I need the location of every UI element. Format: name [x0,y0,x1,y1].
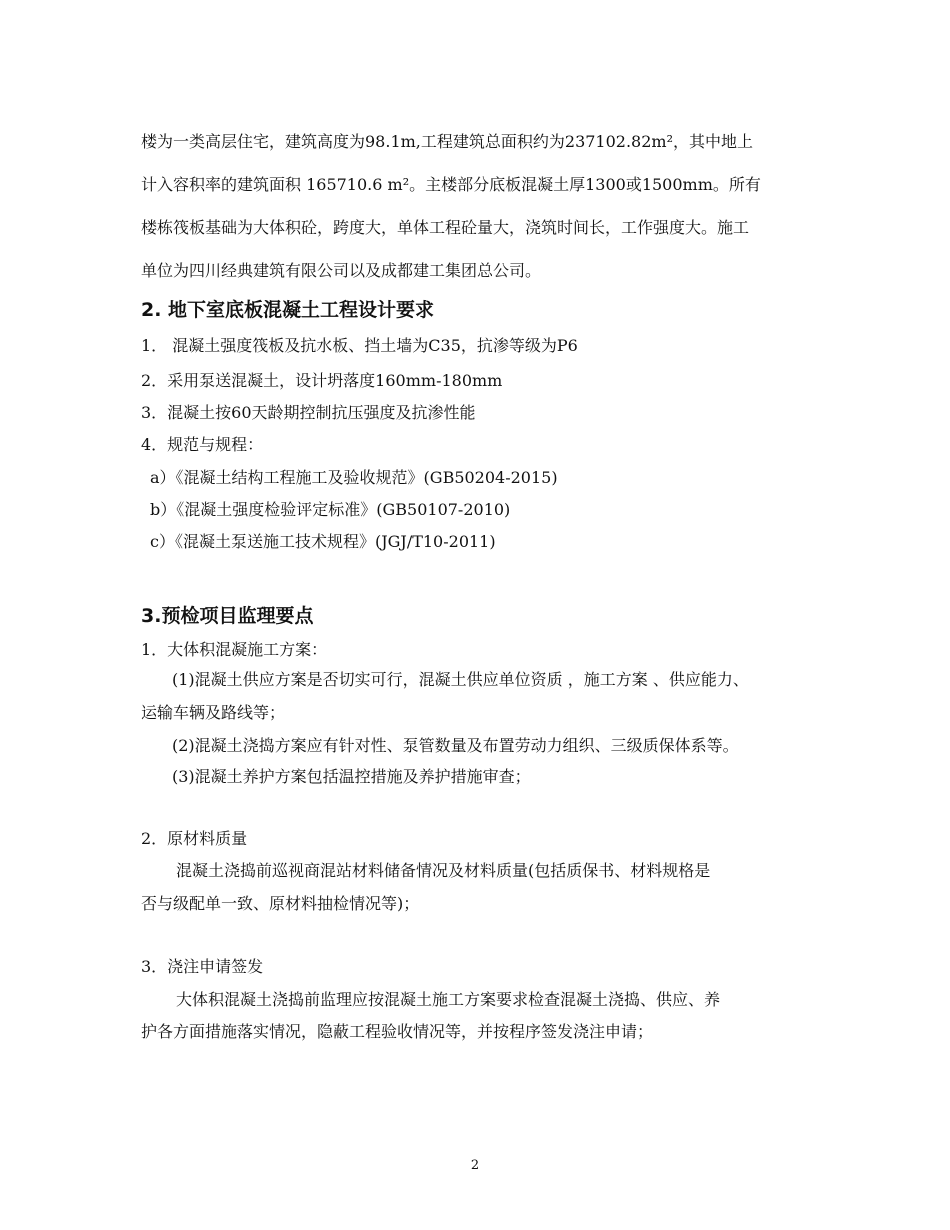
intro-line: 楼为一类高层住宅，建筑高度为98.1m,工程建筑总面积约为237102.82m²，其中地上 [141,132,753,151]
list-item: 2．采用泵送混凝土，设计坍落度160mm-180mm [141,371,503,390]
paragraph-line: (1)混凝土供应方案是否切实可行，混凝土供应单位资质 ，施工方案 、供应能力、 [172,670,749,689]
list-item: 4．规范与规程： [141,435,264,454]
paragraph-line: 护各方面措施落实情况，隐蔽工程验收情况等，并按程序签发浇注申请； [141,1022,654,1041]
paragraph-line: (2)混凝土浇捣方案应有针对性、泵管数量及布置劳动力组织、三级质保体系等。 [172,736,739,755]
subsection-title: 3．浇注申请签发 [141,957,264,976]
page-number: 2 [470,1158,480,1173]
standard-item: b）《混凝土强度检验评定标准》(GB50107-2010) [150,500,511,519]
list-item: 3．混凝土按60天龄期控制抗压强度及抗渗性能 [141,403,476,422]
standard-item: c）《混凝土泵送施工技术规程》(JGJ/T10-2011) [150,532,496,551]
paragraph-line: 大体积混凝土浇捣前监理应按混凝土施工方案要求检查混凝土浇捣、供应、养 [176,990,721,1009]
paragraph-line: (3)混凝土养护方案包括温控措施及养护措施审查； [172,767,531,786]
list-item: 1． 混凝土强度筏板及抗水板、挡土墙为C35，抗渗等级为P6 [141,336,578,355]
section-heading: 2. 地下室底板混凝土工程设计要求 [141,299,435,321]
paragraph-line: 混凝土浇捣前巡视商混站材料储备情况及材料质量(包括质保书、材料规格是 [176,861,711,880]
standard-item: a）《混凝土结构工程施工及验收规范》(GB50204-2015) [150,468,558,487]
subsection-title: 1．大体积混凝施工方案： [141,640,328,659]
section-heading: 3.预检项目监理要点 [141,605,314,627]
intro-line: 单位为四川经典建筑有限公司以及成都建工集团总公司。 [141,261,542,280]
intro-line: 计入容积率的建筑面积 165710.6 m²。主楼部分底板混凝土厚1300或1500mm。所有 [141,175,761,194]
paragraph-line: 运输车辆及路线等； [141,703,286,722]
subsection-title: 2．原材料质量 [141,829,248,848]
paragraph-line: 否与级配单一致、原材料抽检情况等)； [141,894,420,913]
intro-line: 楼栋筏板基础为大体积砼，跨度大，单体工程砼量大，浇筑时间长，工作强度大。施工 [141,218,750,237]
